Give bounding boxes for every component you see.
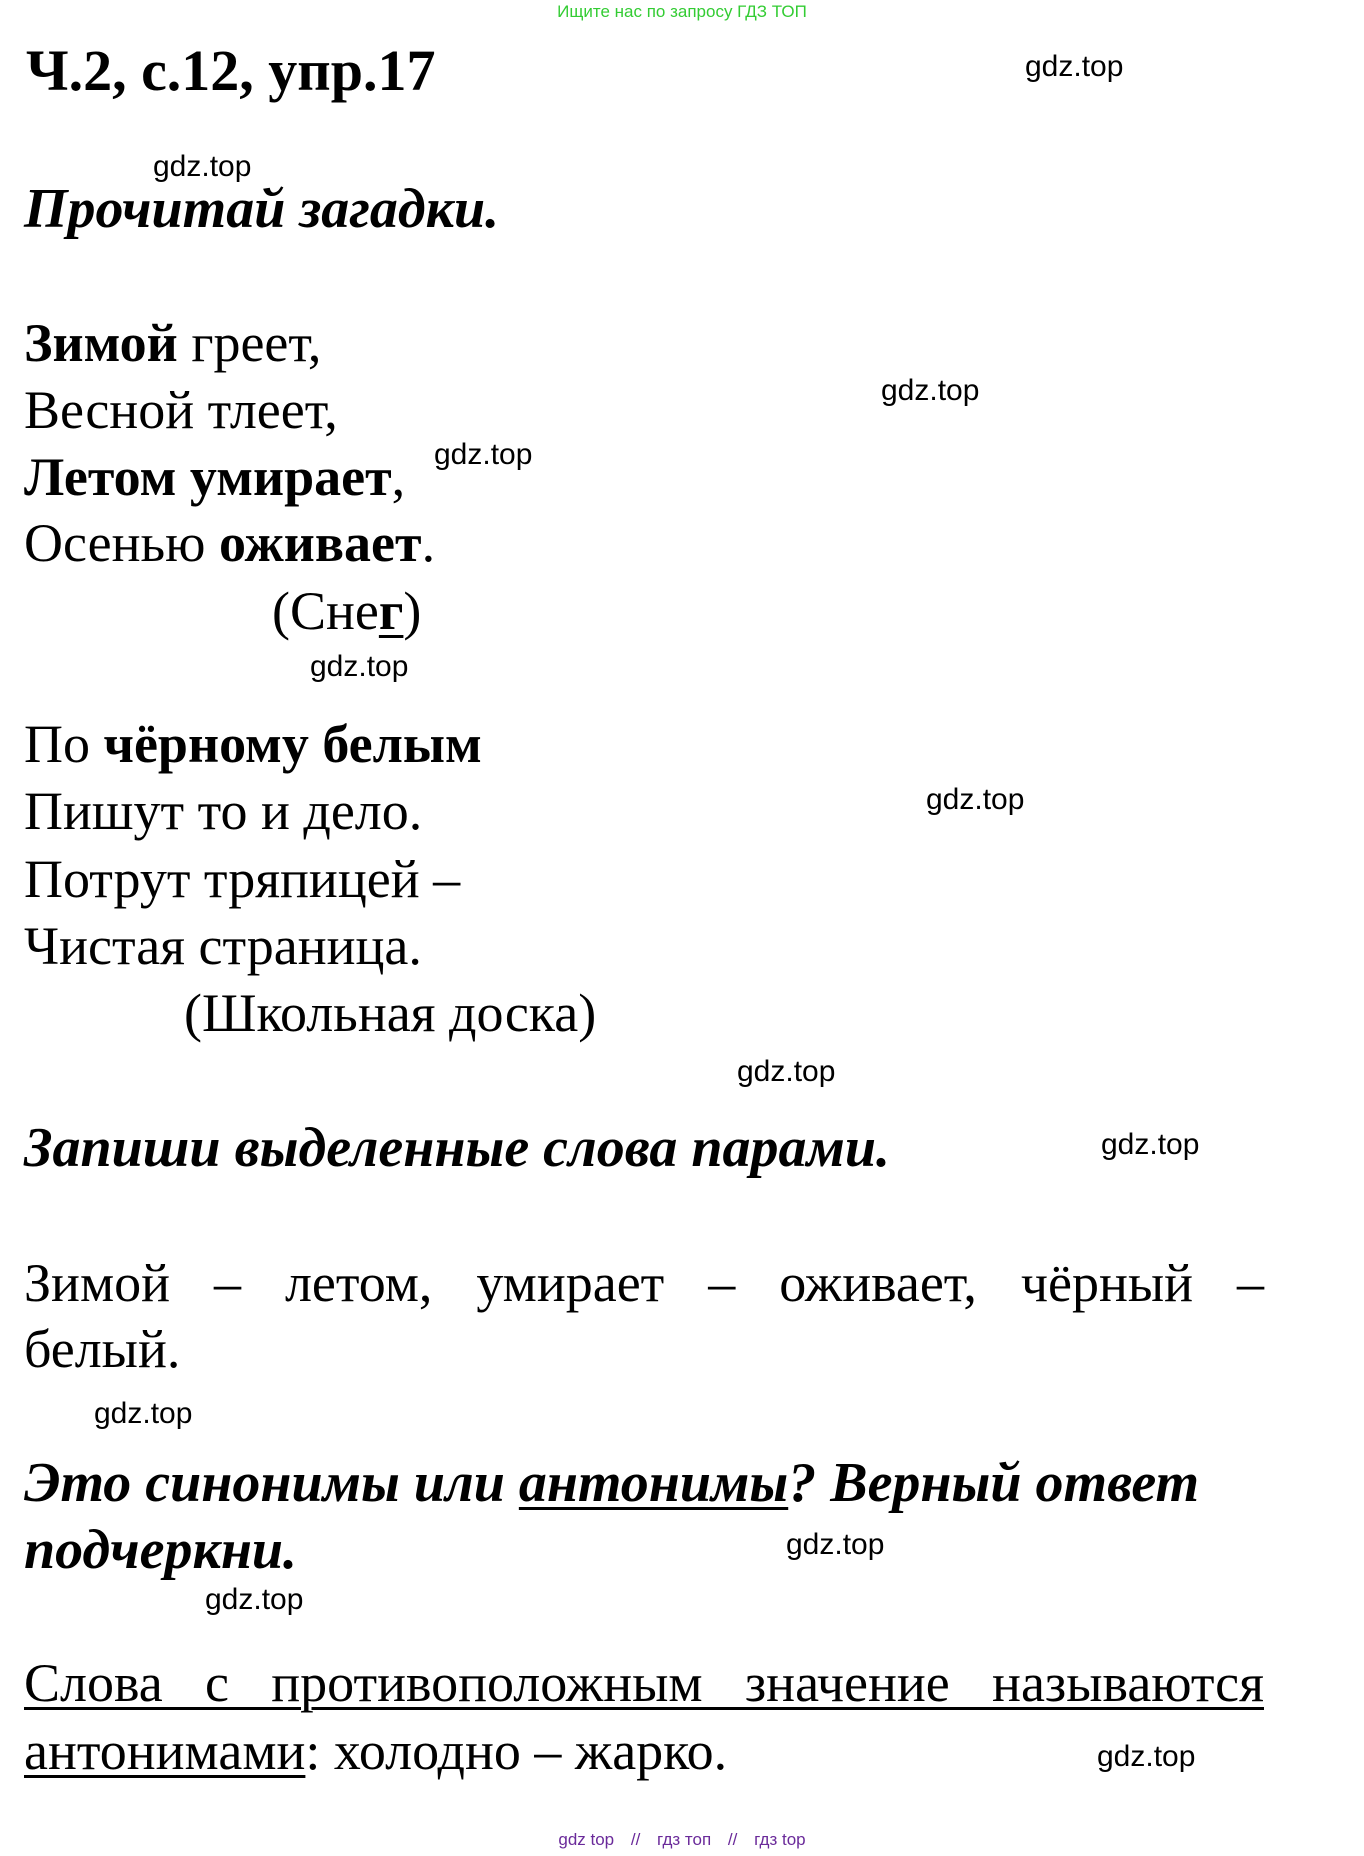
riddle2-line4: Чистая страница. xyxy=(24,916,422,976)
watermark: gdz.top xyxy=(310,650,409,683)
conclusion-line2: антонимами: холодно – жарко. xyxy=(24,1721,728,1781)
riddle1-line4: Осенью оживает. xyxy=(24,513,436,573)
watermark: gdz.top xyxy=(737,1055,836,1088)
watermark: gdz.top xyxy=(205,1583,304,1616)
watermark: gdz.top xyxy=(786,1528,885,1561)
riddle1-line1: Зимой греет, xyxy=(24,313,322,373)
pairs-answer-line1: Зимой – летом, умирает – оживает, чёрный – xyxy=(24,1253,1264,1313)
watermark: gdz.top xyxy=(434,438,533,471)
watermark: gdz.top xyxy=(1101,1128,1200,1161)
footer-link[interactable]: гдз топ xyxy=(657,1830,712,1849)
task-read-riddles: Прочитай загадки. xyxy=(24,178,500,240)
riddle1-line2: Весной тлеет, xyxy=(24,380,338,440)
footer-link[interactable]: gdz top xyxy=(558,1830,615,1849)
watermark: gdz.top xyxy=(153,150,252,183)
watermark: gdz.top xyxy=(926,783,1025,816)
riddle1-line3: Летом умирает, xyxy=(24,447,406,507)
conclusion-line1: Слова с противоположным значение называются xyxy=(24,1653,1264,1713)
riddle2-line2: Пишут то и дело. xyxy=(24,781,423,841)
top-banner: Ищите нас по запросу ГДЗ ТОП xyxy=(557,2,807,21)
riddle2-line3: Потрут тряпицей – xyxy=(24,849,461,909)
riddle2-answer: (Школьная доска) xyxy=(184,983,597,1043)
footer-separator: // xyxy=(630,1830,641,1849)
task-synonyms-antonyms: Это синонимы или антонимы? Верный ответ xyxy=(24,1452,1200,1514)
footer-links xyxy=(0,1830,1364,1850)
pairs-answer-line2: белый. xyxy=(24,1319,181,1379)
task-synonyms-antonyms-line2: подчеркни. xyxy=(24,1519,298,1581)
watermark: gdz.top xyxy=(881,374,980,407)
task-write-pairs: Запиши выделенные слова парами. xyxy=(24,1117,891,1179)
riddle1-answer: (Снег) xyxy=(272,581,422,641)
watermark: gdz.top xyxy=(1097,1740,1196,1773)
watermark: gdz.top xyxy=(94,1397,193,1430)
footer-link[interactable]: гдз top xyxy=(754,1830,806,1849)
footer-separator: // xyxy=(727,1830,738,1849)
riddle2-line1: По чёрному белым xyxy=(24,714,482,774)
watermark: gdz.top xyxy=(1025,50,1124,83)
page-title: Ч.2, с.12, упр.17 xyxy=(26,38,436,103)
